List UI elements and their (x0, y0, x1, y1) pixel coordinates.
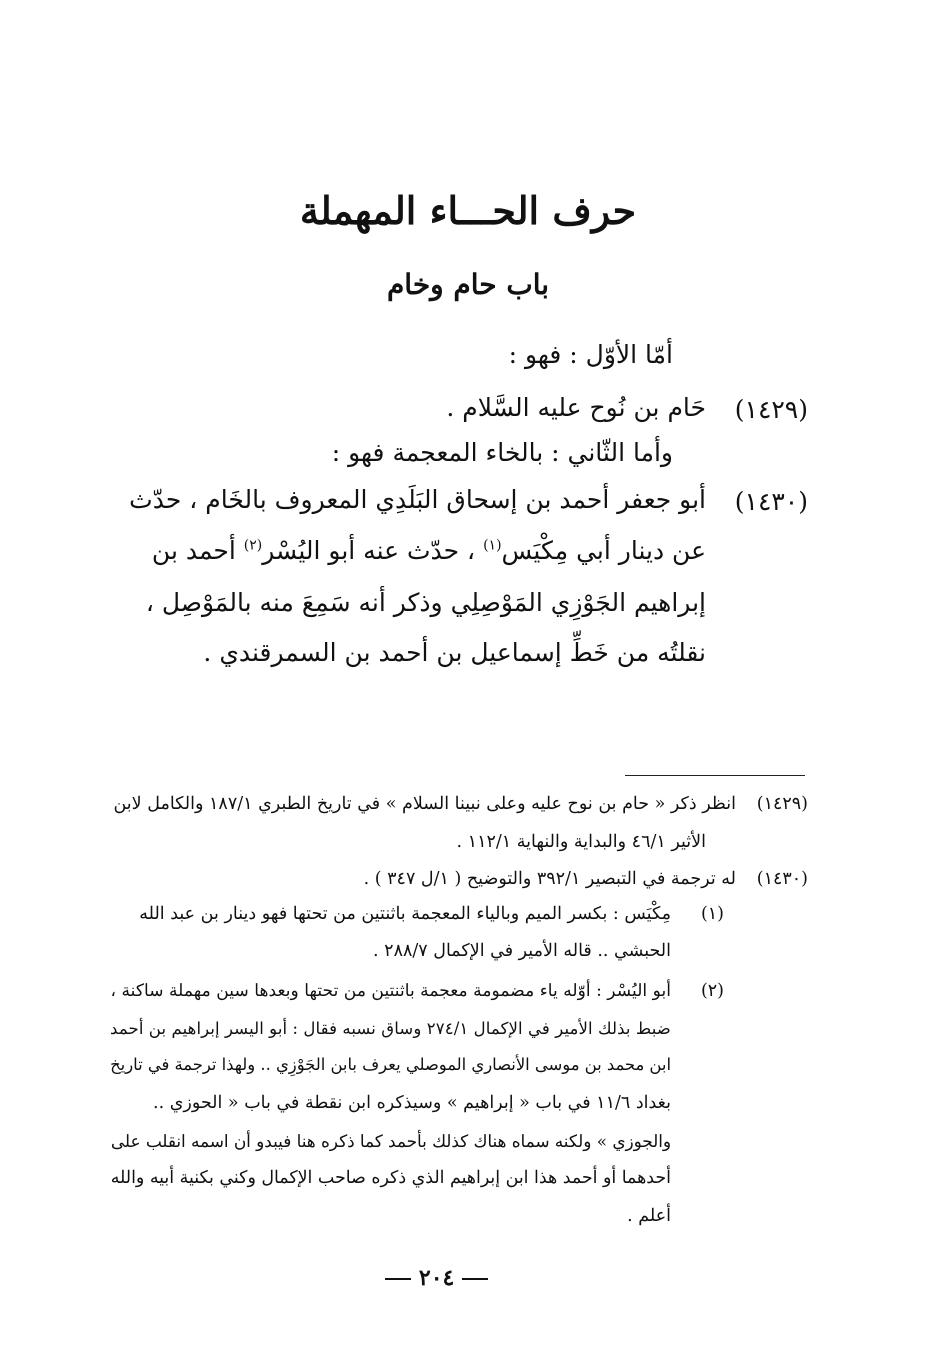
footnote-number: (٢) (700, 981, 724, 1001)
footnote-line: والجوزي » ولكنه سماه هناك كذلك بأحمد كما ذكره هنا فيبدو أن اسمه انقلب على (110, 1131, 671, 1151)
footnote-line: الأثير ٤٦/١ والبداية والنهاية ١١٢/١ . (456, 832, 706, 852)
entry-text-segment: أحمد بن (151, 536, 244, 565)
page-number (388, 1265, 488, 1291)
section-title: باب حام وخام (386, 268, 550, 301)
entry-text-line: أبو جعفر أحمد بن إسحاق البَلَدِي المعروف بالخَام ، حدّث (129, 485, 706, 514)
intro-second: وأما الثّاني : بالخاء المعجمة فهو : (331, 438, 673, 467)
entry-text-segment: عن دينار أبي مِكْيَس (501, 536, 706, 565)
footnote-separator (625, 775, 805, 776)
footnote-line: أحدهما أو أحمد هذا ابن إبراهيم الذي ذكره صاحب الإكمال وكني بكنية أبيه والله (110, 1168, 671, 1188)
dash-right (385, 1278, 411, 1280)
footnote-number: (١) (700, 904, 724, 924)
entry-text-line (152, 538, 706, 563)
footnote-line: أعلم . (627, 1206, 671, 1226)
entry-text-line: إبراهيم الجَوْزِي المَوْصِلِي وذكر أنه سَمِعَ منه بالمَوْصِل ، (145, 588, 706, 617)
footnote-line: ضبط بذلك الأمير في الإكمال ٢٧٤/١ وساق نسبه فقال : أبو اليسر إبراهيم بن أحمد (110, 1018, 671, 1038)
dash-left (462, 1278, 488, 1280)
entry-number: (١٤٣٠) (734, 487, 808, 516)
footnote-line: بغداد ١١/٦ في باب « إبراهيم » وسيذكره ابن نقطة في باب « الحوزي .. (153, 1093, 671, 1113)
footnote-line: أبو اليُسْر : أوّله ياء مضمومة معجمة باثنتين من تحتها وبعدها سين مهملة ساكنة ، (110, 981, 671, 1001)
footnote-marker: (١) (483, 537, 502, 554)
entry-text-segment: ، حدّث عنه أبو اليُسْر (262, 536, 484, 565)
entry-text-line: حَام بن نُوح عليه السَّلام . (446, 393, 706, 422)
entry-number: (١٤٢٩) (734, 395, 808, 424)
intro-first: أمّا الأوّل : فهو : (508, 340, 673, 369)
page-number-text: ٢٠٤ (418, 1265, 455, 1291)
footnote-number: (١٤٢٩) (756, 794, 808, 814)
entry-text-line: نقلتُه من خَطِّ إسماعيل بن أحمد بن السمرقندي . (203, 638, 706, 667)
footnote-line: له ترجمة في التبصير ٣٩٢/١ والتوضيح ( ١/ل ٣٤٧ ) . (363, 869, 736, 889)
footnote-line: مِكْيَس : بكسر الميم وبالياء المعجمة باثنتين من تحتها فهو دينار بن عبد الله (139, 904, 671, 924)
chapter-title: حرف الحـــاء المهملة (299, 188, 637, 233)
footnote-line: ابن محمد بن موسى الأنصاري الموصلي يعرف بابن الجَوْزِي .. ولهذا ترجمة في تاريخ (110, 1055, 671, 1074)
footnote-line: انظر ذكر « حام بن نوح عليه وعلى نبينا السلام » في تاريخ الطبري ١٨٧/١ والكامل لابن (113, 794, 736, 814)
footnote-line: الحبشي .. قاله الأمير في الإكمال ٢٨٨/٧ . (373, 941, 671, 961)
footnote-number: (١٤٣٠) (756, 869, 808, 889)
footnote-marker: (٢) (243, 537, 263, 554)
